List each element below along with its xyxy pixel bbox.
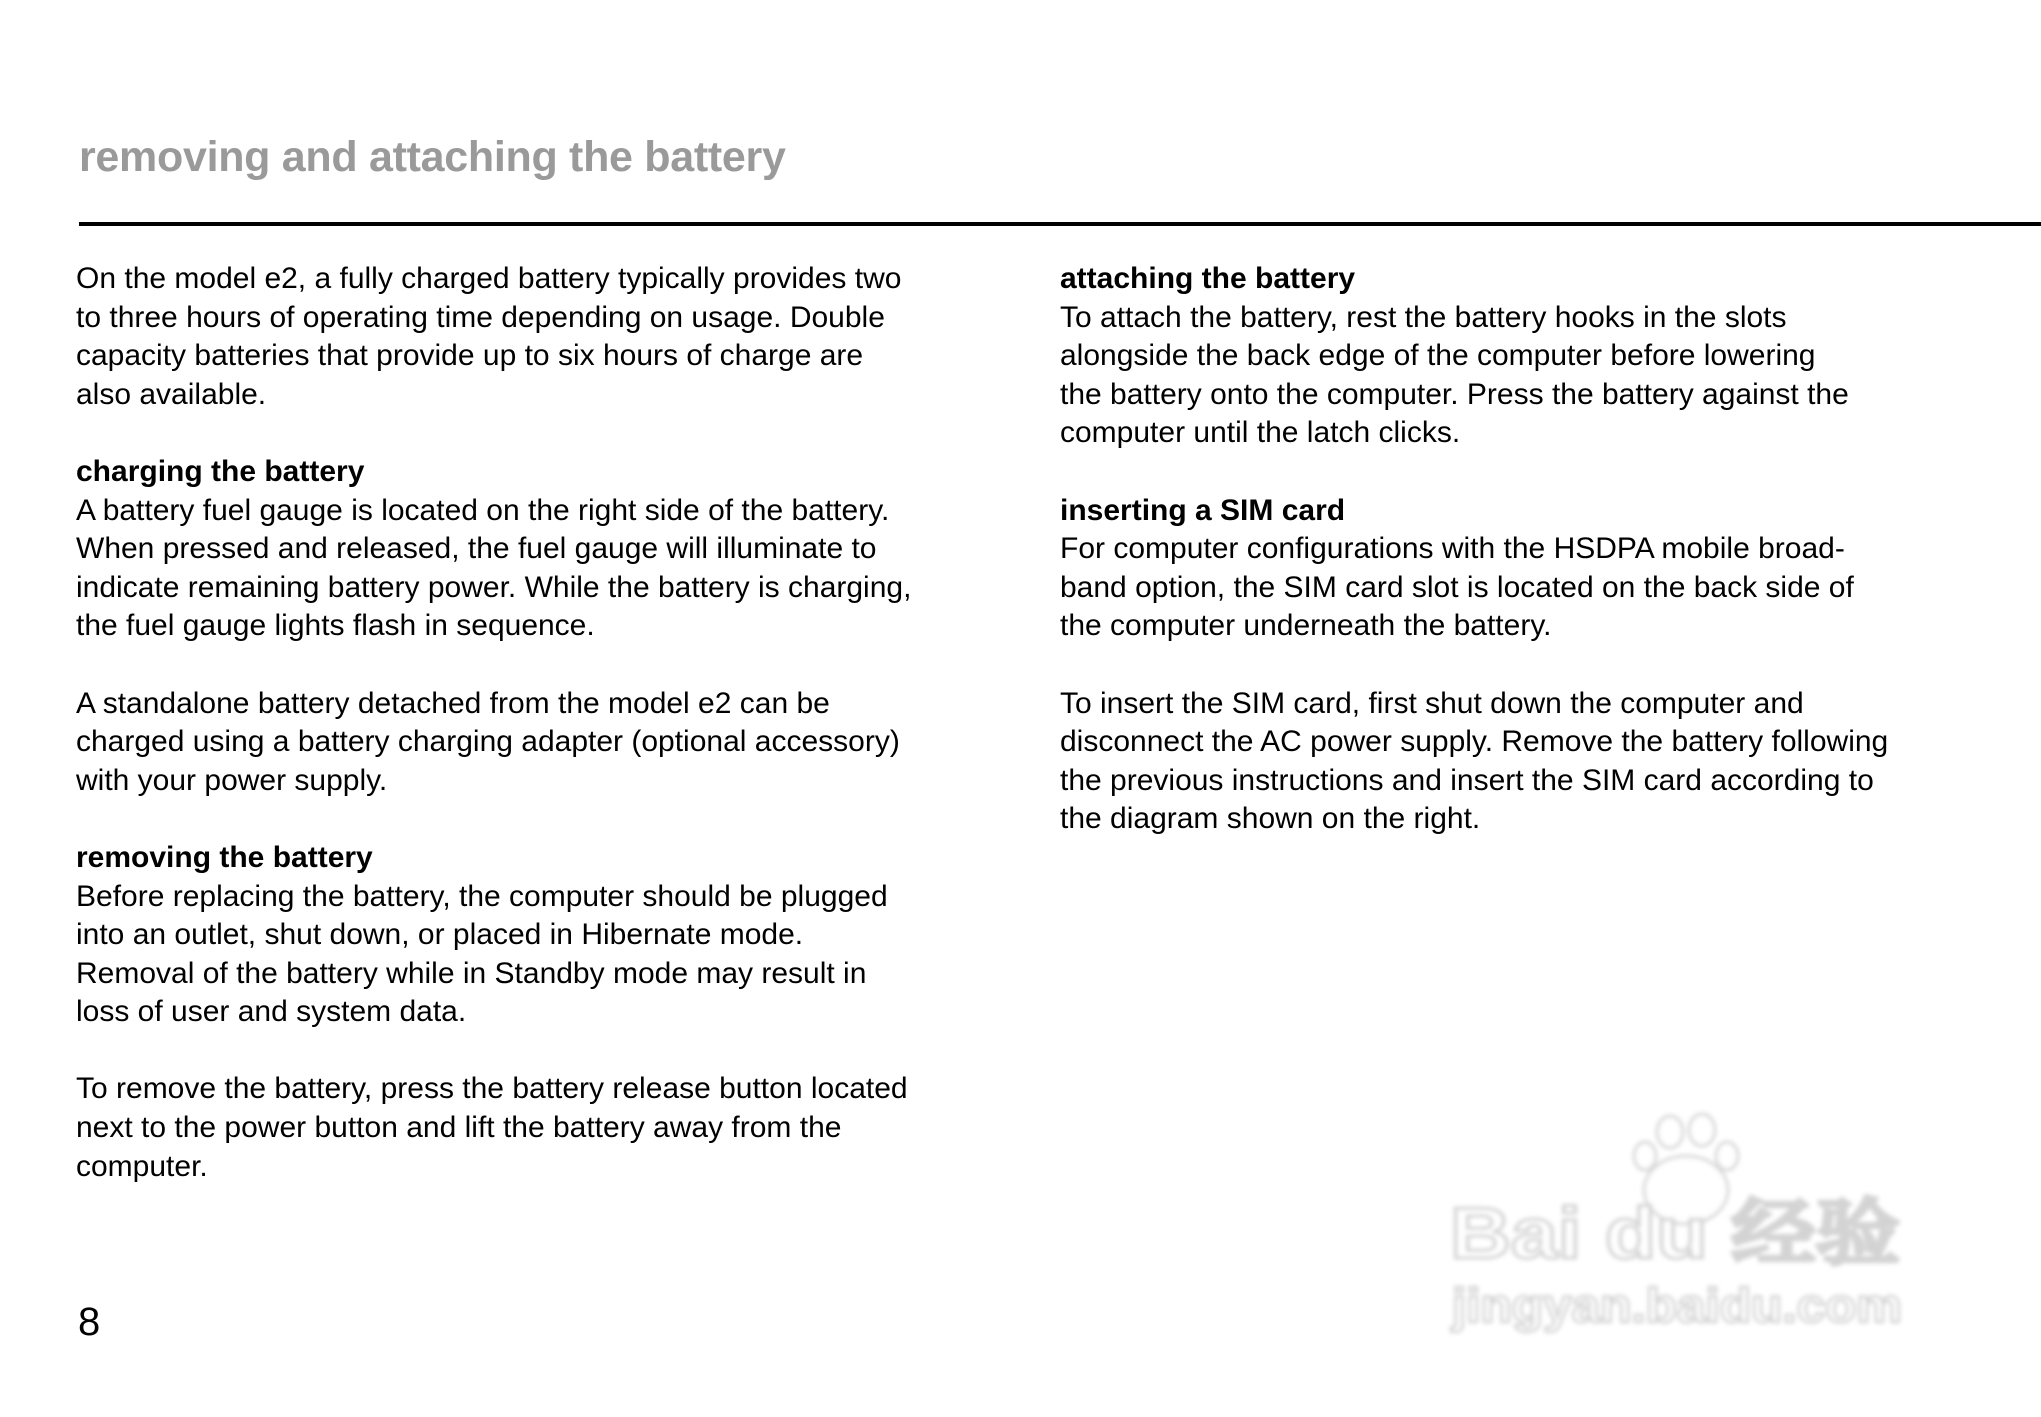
sim-paragraph-2: To insert the SIM card, first shut down the computer and disconnect the AC power supply. Remove the battery following the previous instructions and insert the SIM card according to the diagram shown on the right. (1060, 686, 1889, 836)
removing-heading: removing the battery (76, 840, 373, 874)
page-number: 8 (78, 1300, 101, 1344)
intro-paragraph: On the model e2, a fully charged battery typically provides two to three hours of operating time depending on usage. Double capacity batteries that provide up to six hours of charge are also available. (76, 262, 902, 411)
sim-heading: inserting a SIM card (1060, 493, 1346, 527)
baidu-watermark (1440, 1110, 1920, 1340)
page-title: removing and attaching the battery (79, 133, 786, 181)
watermark-brand-text: Bai du 经验 (1450, 1194, 1900, 1274)
attaching-paragraph: To attach the battery, rest the battery hooks in the slots alongside the back edge of the computer before lowering the battery onto the computer. Press the battery against the computer until the latch clicks. (1060, 300, 1849, 450)
charging-heading: charging the battery (76, 454, 365, 488)
attaching-heading: attaching the battery (1060, 262, 1356, 295)
charging-paragraph-2: A standalone battery detached from the model e2 can be charged using a battery charging adapter (optional accessory) with your power supply. (76, 686, 900, 797)
charging-paragraph-1: A battery fuel gauge is located on the right side of the battery. When pressed and released, the fuel gauge will illuminate to indicate remaining battery power. While the battery is charging, the fuel gauge lights flash in sequence. (76, 493, 912, 643)
sim-paragraph-1: For computer configurations with the HSDPA mobile broad- band option, the SIM card slot is located on the back side of the computer underneath the battery. (1060, 532, 1854, 643)
removing-paragraph-1: Before replacing the battery, the computer should be plugged into an outlet, shut down, or placed in Hibernate mode. Removal of the battery while in Standby mode may result in loss of user and system data. (76, 879, 888, 1029)
removing-paragraph-2: To remove the battery, press the battery release button located next to the power button and lift the battery away from the computer. (76, 1072, 908, 1183)
right-column (1060, 260, 2000, 878)
watermark-url-text: jingyan.baidu.com (1450, 1280, 1902, 1333)
title-rule (79, 222, 2041, 226)
left-column (76, 260, 996, 1225)
